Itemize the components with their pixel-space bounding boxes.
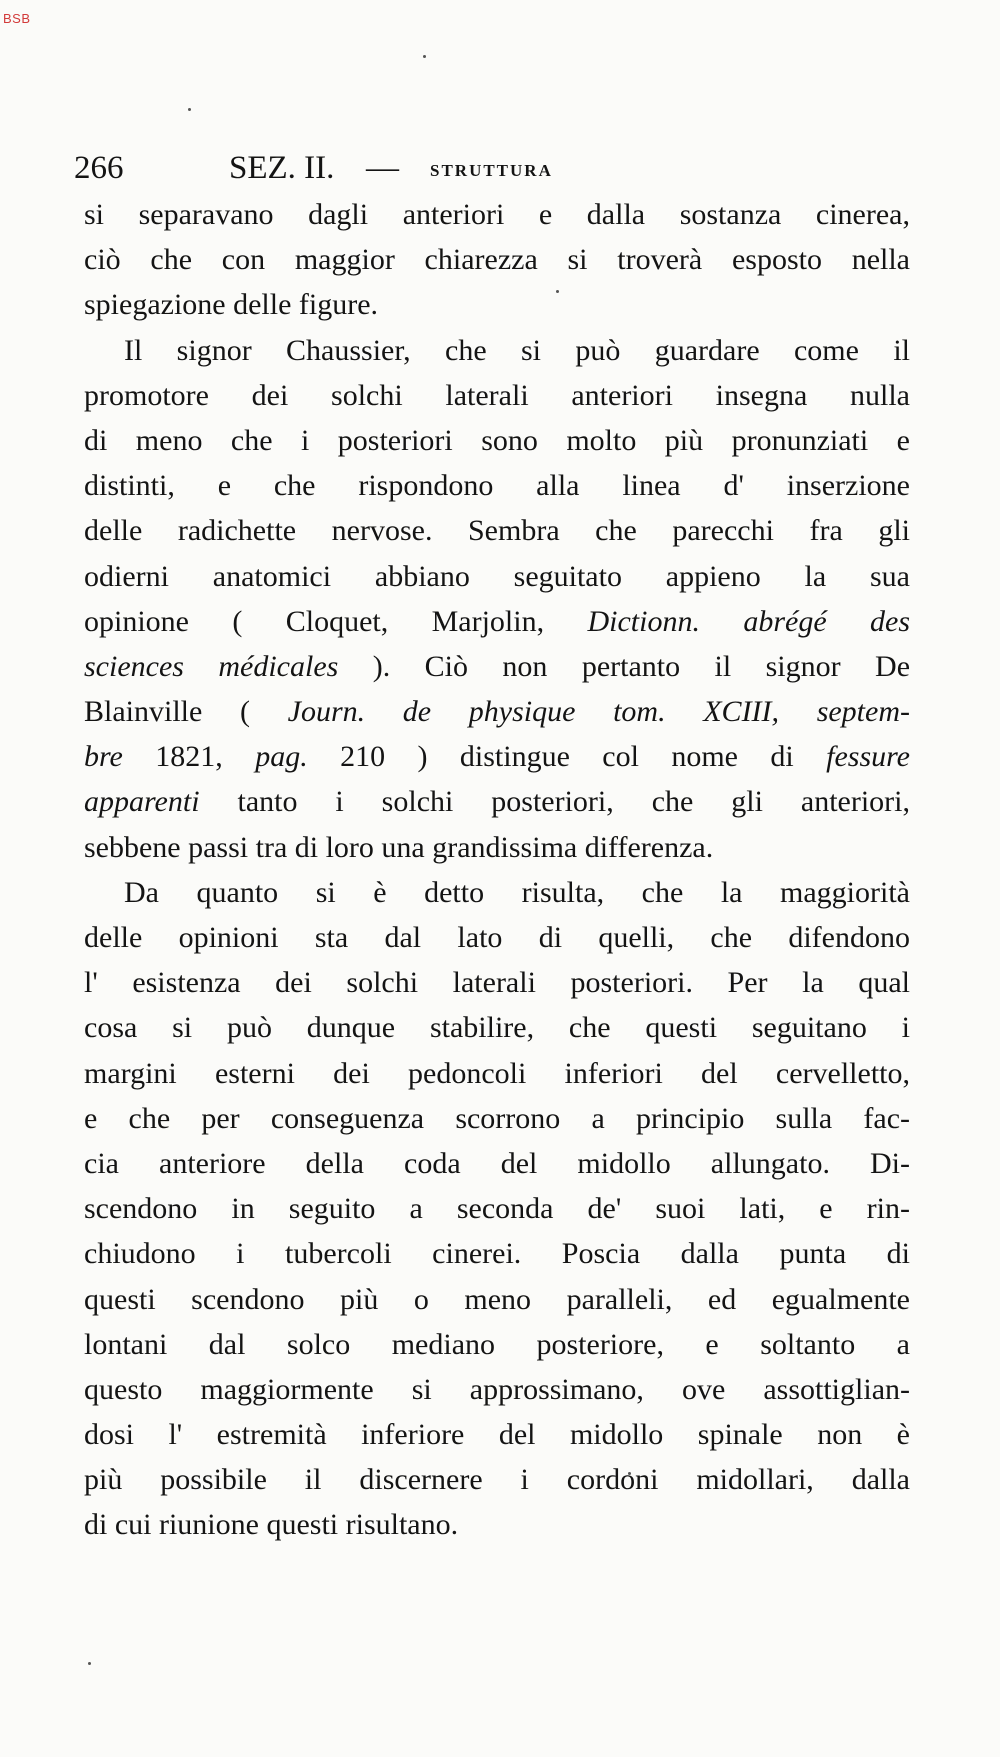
text-line — [84, 1322, 910, 1367]
text-line — [84, 734, 910, 779]
text-run: questi scendono più o meno paralleli, ed egualmente — [84, 1282, 910, 1316]
text-line — [84, 960, 910, 1005]
text-run: tanto i solchi posteriori, che gli anteriori, — [199, 785, 910, 819]
text-line — [84, 825, 910, 870]
text-line — [84, 373, 910, 418]
italic-text: apparenti — [84, 785, 200, 819]
text-line — [84, 328, 910, 373]
italic-text: fessure — [826, 740, 911, 774]
header-topic: STRUTTURA — [430, 161, 553, 180]
text-line — [84, 192, 910, 237]
text-line — [84, 1186, 910, 1231]
italic-text: bre — [84, 740, 123, 774]
header-dash: — — [366, 150, 399, 186]
paper-speck — [188, 108, 191, 111]
text-line — [84, 554, 910, 599]
text-run: odierni anatomici abbiano seguitato appieno la sua — [84, 559, 910, 593]
text-line — [84, 508, 910, 553]
text-run: margini esterni dei pedoncoli inferiori del cervelletto, — [84, 1056, 910, 1090]
text-run: ). Ciò non pertanto il signor De — [338, 649, 911, 683]
text-line — [84, 644, 910, 689]
text-run: opinione ( Cloquet, Marjolin, — [84, 604, 588, 638]
text-run: 1821, — [122, 740, 256, 774]
text-run: sebbene passi tra di loro una grandissima differenza. — [84, 830, 714, 864]
text-run: Il signor Chaussier, che si può guardare come il — [124, 333, 910, 367]
text-line — [84, 599, 910, 644]
text-run: e che per conseguenza scorrono a principio sulla fac- — [84, 1101, 910, 1135]
text-line — [84, 870, 910, 915]
paper-speck — [88, 1662, 91, 1665]
text-run: di meno che i posteriori sono molto più pronunziati e — [84, 423, 910, 457]
text-line — [84, 1502, 910, 1547]
italic-text: Journ. de physique tom. XCIII, septem- — [287, 695, 910, 729]
text-line — [84, 1277, 910, 1322]
text-line — [84, 1231, 910, 1276]
text-run: di cui riunione questi risultano. — [84, 1508, 459, 1542]
text-run: Da quanto si è detto risulta, che la maggiorità — [124, 875, 910, 909]
text-run: Blainville ( — [84, 695, 288, 729]
book-page — [74, 150, 911, 1548]
text-line — [84, 463, 910, 508]
text-line — [84, 915, 910, 960]
text-run: promotore dei solchi laterali anteriori insegna nulla — [84, 378, 910, 412]
text-run: scendono in seguito a seconda de' suoi lati, e rin- — [84, 1192, 910, 1226]
italic-text: pag. — [255, 740, 308, 774]
text-run: dosi l' estremità inferiore del midollo spinale non è — [84, 1418, 910, 1452]
text-run: cosa si può dunque stabilire, che questi seguitano i — [84, 1011, 910, 1045]
text-run: questo maggiormente si approssimano, ove assottiglian- — [84, 1372, 910, 1406]
text-run: distinti, e che rispondono alla linea d' inserzione — [84, 469, 910, 503]
text-run: lontani dal solco mediano posteriore, e soltanto a — [84, 1327, 910, 1361]
text-line — [84, 418, 910, 463]
text-line — [84, 1367, 910, 1412]
text-run: delle radichette nervose. Sembra che parecchi fra gli — [84, 514, 910, 548]
italic-text: sciences médicales — [84, 649, 339, 683]
text-line — [84, 282, 910, 327]
text-run: chiudono i tubercoli cinerei. Poscia dalla punta di — [84, 1237, 910, 1271]
text-line — [84, 779, 910, 824]
text-line — [84, 689, 910, 734]
text-run: 210 ) distingue col nome di — [307, 740, 827, 774]
text-run: cia anteriore della coda del midollo allungato. Di- — [84, 1146, 910, 1180]
text-run: spiegazione delle figure. — [84, 288, 379, 322]
text-run: delle opinioni sta dal lato di quelli, che difendono — [84, 921, 910, 954]
section-label: SEZ. II. — [229, 150, 335, 186]
text-line — [84, 237, 910, 282]
text-line — [84, 1412, 910, 1457]
text-line — [84, 1141, 910, 1186]
text-line — [84, 1096, 910, 1141]
text-run: l' esistenza dei solchi laterali posteriori. Per la qual — [84, 966, 910, 1000]
text-run: ciò che con maggior chiarezza si troverà esposto nella — [84, 243, 910, 277]
text-line — [84, 1457, 910, 1502]
text-line — [84, 1051, 910, 1096]
running-header — [74, 150, 910, 192]
text-run: si separavano dagli anteriori e dalla sostanza cinerea, — [84, 198, 910, 231]
body-text — [84, 192, 910, 1548]
text-line — [84, 1005, 910, 1050]
italic-text: Dictionn. abrégé des — [587, 604, 910, 638]
text-run: più possibile il discernere i cordoni midollari, dalla — [84, 1463, 910, 1497]
paper-speck — [423, 55, 426, 58]
library-watermark: BSB — [3, 11, 31, 26]
page-number: 266 — [74, 150, 124, 186]
